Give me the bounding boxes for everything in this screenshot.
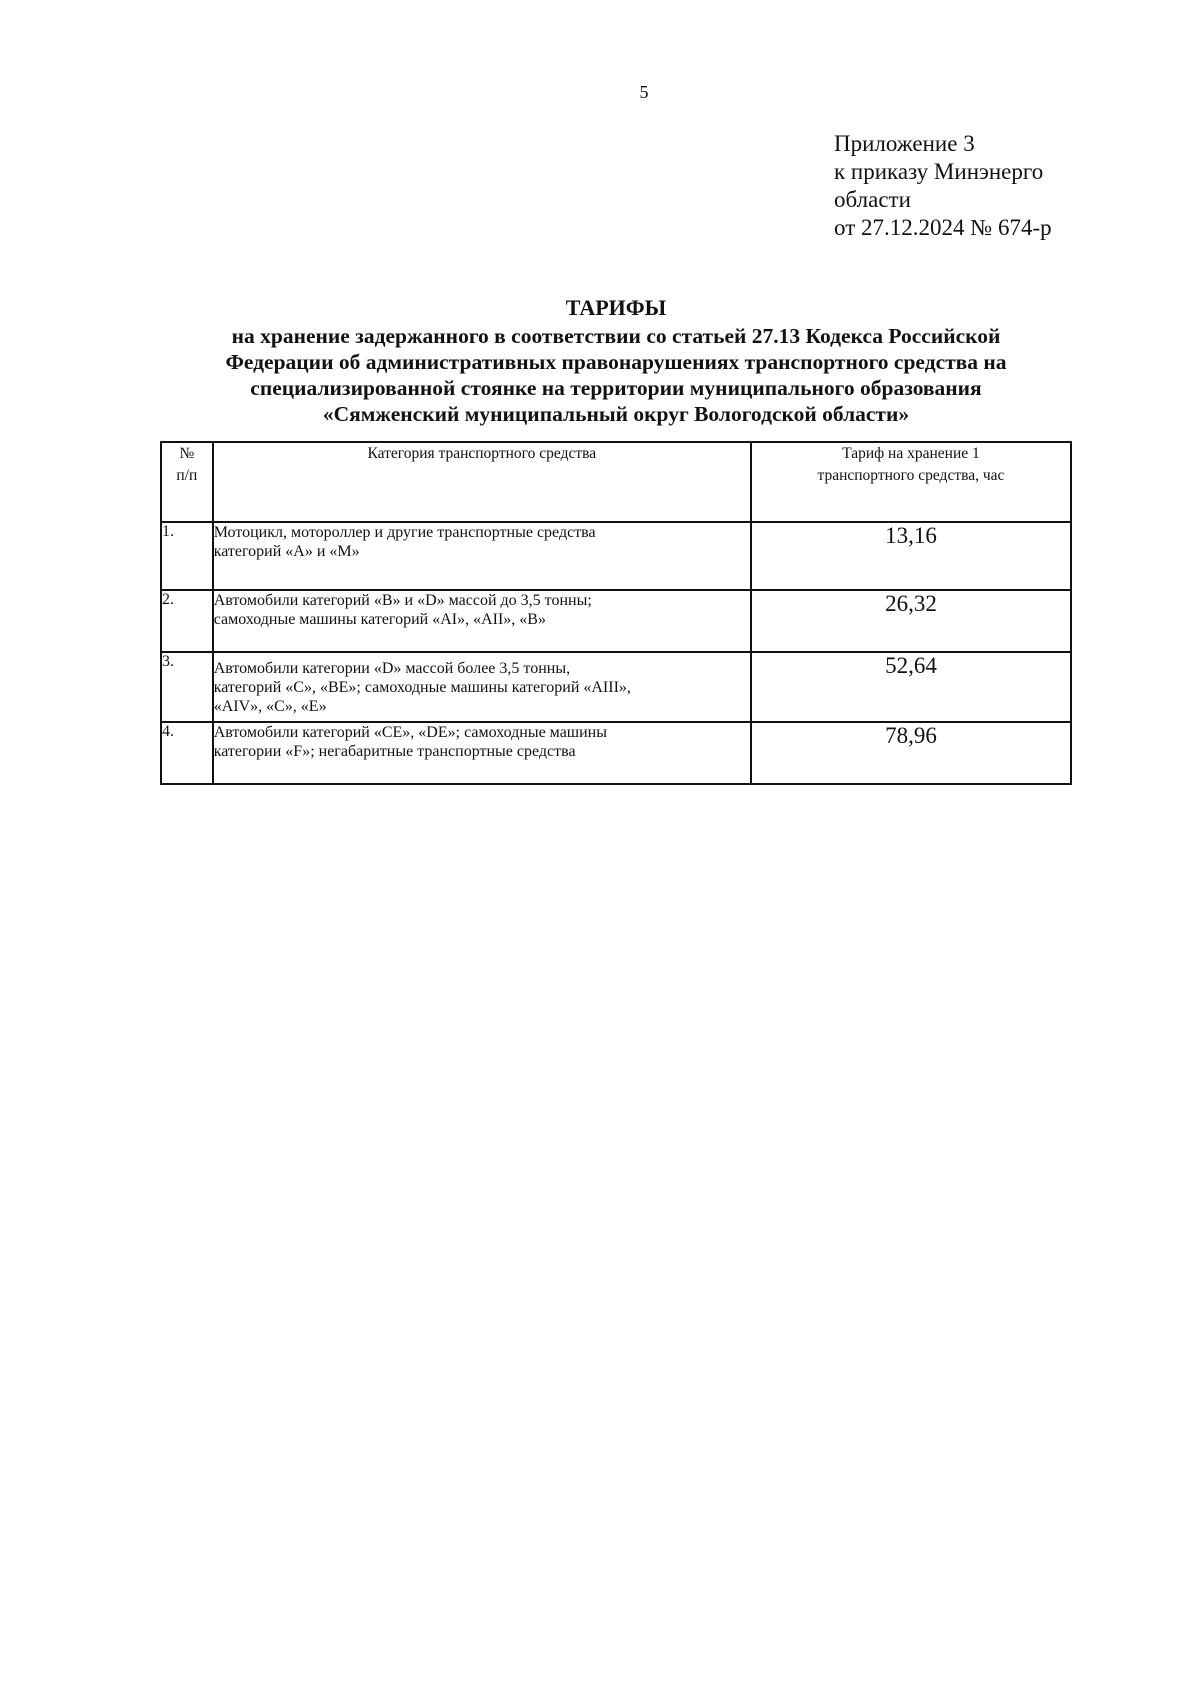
table-header-row xyxy=(161,442,1071,522)
table-row xyxy=(161,652,1071,722)
header-number-line: № xyxy=(179,445,195,462)
header-tariff-line: Тариф на хранение 1 xyxy=(842,445,980,462)
category-line: категорий «С», «ВЕ»; самоходные машины категорий «AIII», xyxy=(213,678,631,696)
row-category xyxy=(213,522,751,590)
row-number: 4. xyxy=(161,722,213,784)
appendix-line: от 27.12.2024 № 674-р xyxy=(834,215,1052,240)
header-number xyxy=(161,442,213,522)
category-line: категорий «А» и «М» xyxy=(213,543,360,560)
header-tariff-line: транспортного средства, час xyxy=(817,467,1005,484)
subtitle-line: специализированной стоянке на территории муниципального образования xyxy=(250,376,982,400)
row-category xyxy=(213,722,751,784)
row-tariff: 13,16 xyxy=(751,522,1071,590)
subtitle-line: на хранение задержанного в соответствии со статьей 27.13 Кодекса Российской xyxy=(231,324,1001,348)
tariffs-table xyxy=(160,441,1072,785)
row-category xyxy=(213,652,751,722)
header-category xyxy=(213,442,751,522)
header-number-line: п/п xyxy=(176,467,198,484)
subtitle-line: «Сямженский муниципальный округ Вологодской области» xyxy=(322,402,910,426)
category-line: «AIV», «С», «Е» xyxy=(213,697,327,715)
appendix-line: Приложение 3 xyxy=(834,131,975,156)
subtitle-line: Федерации об административных правонарушениях транспортного средства на xyxy=(225,350,1007,374)
row-tariff: 52,64 xyxy=(751,652,1071,722)
row-tariff: 78,96 xyxy=(751,722,1071,784)
row-category xyxy=(213,590,751,652)
appendix-line: области xyxy=(834,187,911,212)
appendix-reference xyxy=(834,130,1052,242)
table-row xyxy=(161,590,1071,652)
category-line: Автомобили категории «D» массой более 3,5 тонны, xyxy=(213,659,571,677)
row-number: 1. xyxy=(161,522,213,590)
table-row xyxy=(161,722,1071,784)
category-line: Автомобили категорий «СЕ», «DE»; самоходные машины xyxy=(213,724,607,741)
page-number: 5 xyxy=(639,82,649,102)
category-line: Автомобили категорий «В» и «D» массой до 3,5 тонны; xyxy=(213,592,592,609)
row-tariff: 26,32 xyxy=(751,590,1071,652)
category-line: категории «F»; негабаритные транспортные средства xyxy=(213,743,576,760)
row-number: 3. xyxy=(161,652,213,722)
table-row xyxy=(161,522,1071,590)
appendix-line: к приказу Минэнерго xyxy=(834,159,1044,184)
main-title: ТАРИФЫ xyxy=(565,295,667,320)
category-line: Мотоцикл, мотороллер и другие транспортные средства xyxy=(213,524,596,541)
header-tariff xyxy=(751,442,1071,522)
category-line: самоходные машины категорий «AI», «AII», «В» xyxy=(213,611,546,628)
document-title xyxy=(160,295,1072,427)
row-number: 2. xyxy=(161,590,213,652)
header-category-label: Категория транспортного средства xyxy=(367,445,597,462)
